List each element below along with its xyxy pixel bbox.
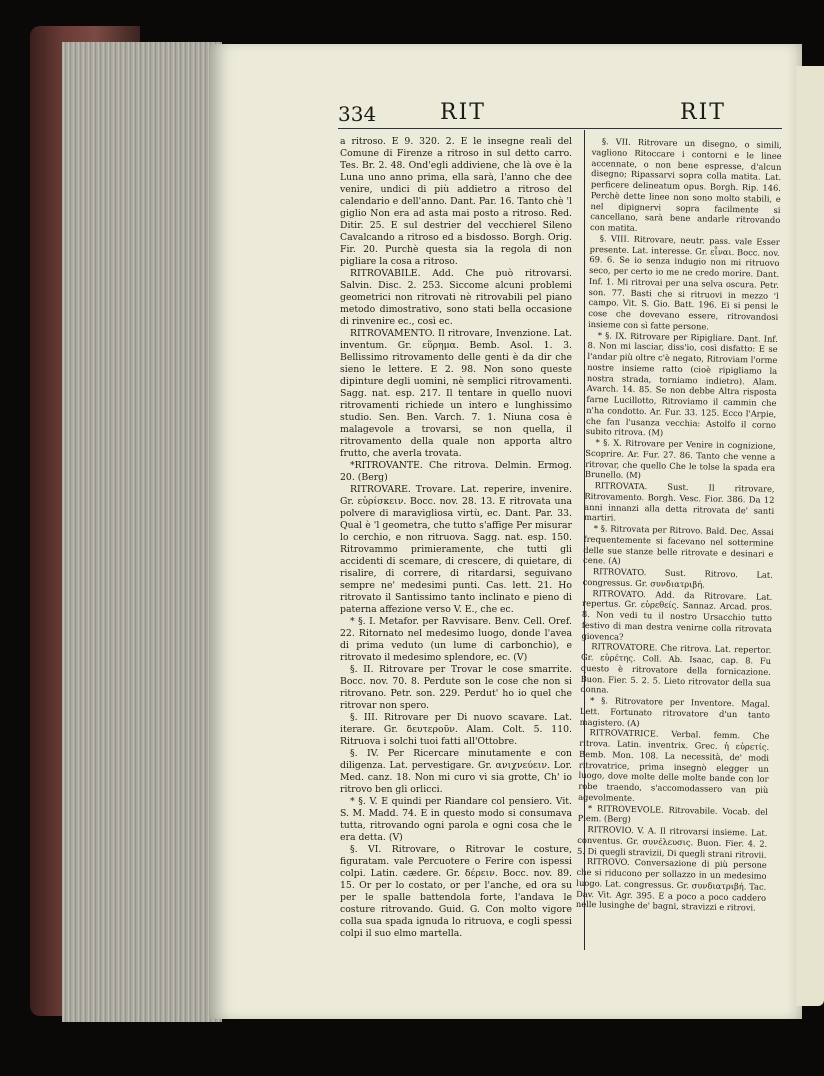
entry-paragraph: §. IV. Per Ricercare minutamente e con diligenza. Lat. pervestigare. Gr. ανιχνεύειν. Lor. Med. canz. 18. Non mi curo vi sia grotte, Ch' io ritrovo ben gli orlicci. xyxy=(340,748,572,795)
entry-paragraph: RITROVATRICE. Verbal. femm. Che ritrova. Latin. inventrix. Grec. ἡ εὑρετίς. Bemb. Mon. 108. La necessità, de' modi ritrovatrice, prima insegnò elegger un luogo, dove molte delle molte bande con lor robe traendo, s'accomodassero van più agevolmente. xyxy=(578,727,770,803)
entry-paragraph: RITROVABILE. Add. Che può ritrovarsi. Salvin. Disc. 2. 253. Siccome alcuni problemi geometrici non ritrovati nè ritrovabili pel piano metodo dimostrativo, sono stati bella occasione di rinvenire ec., così ec. xyxy=(340,268,572,327)
entry-paragraph: *RITROVANTE. Che ritrova. Delmin. Ermog. 20. (Berg) xyxy=(340,460,572,483)
entry-paragraph: * RITROVEVOLE. Ritrovabile. Vocab. del Piem. (Berg) xyxy=(577,802,769,825)
entry-paragraph: * §. I. Metafor. per Ravvisare. Benv. Cell. Oref. 22. Ritornato nel medesimo luogo, donde l'avea di prima veduto (un lume di carbonchio), e ritrovato il medesimo splendore, ec. (V) xyxy=(340,616,572,663)
entry-paragraph: * §. X. Ritrovare per Venire in cognizione, Scoprire. Ar. Fur. 27. 86. Tanto che venne a ritrovar, che quello Che le tolse la spada era Brunello. (M) xyxy=(584,437,776,481)
entry-paragraph: RITROVO. Conversazione di più persone che si riducono per sollazzo in un medesimo luogo. Lat. congressus. Gr. συνδιατριβή. Tac. Dav. Vit. Agr. 395. E a poco a poco caddero nelle lusinghe de' bagni, stravizzi e ritrovi. xyxy=(575,856,767,913)
entry-paragraph: §. III. Ritrovare per Di nuovo scavare. Lat. iterare. Gr. δευτεροῦν. Alam. Colt. 5. 110. Ritruova i solchi tuoi fatti all'Ottobre. xyxy=(340,712,572,747)
entry-paragraph: RITROVATO. Add. da Ritrovare. Lat. repertus. Gr. εὑρεθείς. Sannaz. Arcad. pros. 8. Non vedi tu il nostro Ursacchio tutto festivo di man destra venirne colla ritrovata giovenca? xyxy=(581,587,773,642)
entry-paragraph: §. VI. Ritrovare, o Ritrovar le costure, figuratam. vale Percuotere o Ferire con ispessi colpi. Latin. cædere. Gr. δέρειν. Bocc. nov. 89. 15. Or per lo costato, or per l'anche, ed ora su per le spalle battendola forte, l'andava le costure ritrovando. Guid. G. Con molto vigore colla sua spada ignuda lo ritruova, e cogli spessi colpi il suo elmo martella. xyxy=(340,844,572,939)
running-head-right: RIT xyxy=(680,100,726,125)
entry-paragraph: RITROVAMENTO. Il ritrovare, Invenzione. Lat. inventum. Gr. εὕρημα. Bemb. Asol. 1. 3. Bellissimo ritrovamento delle genti è da dir che sieno le lettere. E 2. 98. Non sono queste dipinture degli uomini, nè semplici ritrovamenti. Sagg. nat. esp. 217. Il tentare in quello nuovi ritrovamenti richiede un intero e lunghissimo studio. Sen. Ben. Varch. 7. 1. Niuna cosa è malagevole a trovarsi, se non quella, il ritrovamento della quale non apporta altro frutto, che averla trovata. xyxy=(340,328,572,459)
header-rule xyxy=(338,128,782,129)
entry-paragraph: * §. Ritrovatore per Inventore. Magal. Lett. Fortunato ritrovatore d'un tanto magistero. (A) xyxy=(579,695,771,728)
page-number: 334 xyxy=(338,102,377,126)
entry-paragraph: RITROVATORE. Che ritrova. Lat. repertor. Gr. εὑρέτης. Coll. Ab. Isaac, cap. 8. Fu questo è ritrovatore della fornicazione. Buon. Fier. 5. 2. 5. Lieto ritrovator della sua donna. xyxy=(580,641,772,695)
entry-paragraph: * §. V. E quindi per Riandare col pensiero. Vit. S. M. Madd. 74. E in questo modo si consumava tutta, ritrovando ogni parola e ogni cosa che le era detta. (V) xyxy=(340,796,572,843)
running-head-left: RIT xyxy=(440,100,486,125)
entry-paragraph: RITROVARE. Trovare. Lat. reperire, invenire. Gr. εὑρίσκειν. Bocc. nov. 28. 13. E ritrovata una polvere di maravigliosa virtù, ec. Dant. Par. 33. Qual è 'l geometra, che tutto s'affige Per misurar lo cerchio, e non ritruova. Sagg. nat. esp. 150. Ritrovammo primieramente, che tutti gli accidenti di scemare, di crescere, di quietare, di risalire, di correre, di ritardarsi, seguivano sempre ne' medesimi punti. Cas. lett. 21. Ho ritrovato il Santissimo tanto inclinato e pieno di paterna affezione verso V. E., che ec. xyxy=(340,484,572,615)
right-column xyxy=(576,136,782,914)
entry-paragraph: a ritroso. E 9. 320. 2. E le insegne reali del Comune di Firenze a ritroso in sul detto carro. Tes. Br. 2. 48. Ond'egli addiviene, che là ove è la Luna uno anno prima, ella sarà, l'anno che dee venire, undici di più addietro a ritroso del calendario e dell'anno. Dant. Par. 16. Tanto chè 'l giglio Non era ad asta mai posto a ritroso. Red. Ditir. 25. E sul destrier del vecchierel Sileno Cavalcando a ritroso ed a bisdosso. Borgh. Orig. Fir. 20. Purchè questa sia la regola di non pigliare la cosa a ritroso. xyxy=(340,136,572,267)
entry-paragraph: §. VII. Ritrovare un disegno, o simili, vagliono Ritoccare i contorni e le linee accennate, o non bene espresse, d'alcun disegno; Ripassarvi sopra colla matita. Lat. perficere delineatum opus. Borgh. Rip. 146. Perchè dette linee non sono molto stabili, e nel dipignervi sopra facilmente si cancellano, sarà bene andarle ritrovando con matita. xyxy=(589,136,782,233)
page-edges xyxy=(62,42,222,1022)
facing-page-edge xyxy=(796,66,824,1006)
entry-paragraph: RITROVATO. Sust. Ritrovo. Lat. congressus. Gr. συνδιατριβή. xyxy=(582,566,773,590)
entry-paragraph: RITROVATA. Sust. Il ritrovare, Ritrovamento. Borgh. Vesc. Fior. 386. Da 12 anni innanzi alla detta ritrovata de' santi martiri. xyxy=(583,480,775,523)
left-column xyxy=(340,136,572,940)
entry-paragraph: §. II. Ritrovare per Trovar le cose smarrite. Bocc. nov. 70. 8. Perdute son le cose che non si ritrovano. Petr. son. 229. Perdut' ho io quel che ritrovar non spero. xyxy=(340,664,572,711)
entry-paragraph: RITROVIO. V. A. Il ritrovarsi insieme. Lat. conventus. Gr. συνέλευσις. Buon. Fier. 4. 2. 5. Di quegli stravizii, Di quegli strani ritrovii. xyxy=(576,824,768,860)
entry-paragraph: §. VIII. Ritrovare, neutr. pass. vale Esser presente. Lat. interesse. Gr. εἶναι. Bocc. nov. 69. 6. Se io senza indugio non mi ritruovo seco, per certo io me ne credo morire. Dant. Inf. 1. Mi ritrovai per una selva oscura. Petr. son. 77. Basti che si ritruovi in mezzo 'l campo. Vit. S. Gio. Batt. 196. Ei si pensi le cose che dovevano essere, ritrovandosi insieme con sì fatte persone. xyxy=(587,232,780,332)
entry-paragraph: * §. IX. Ritrovare per Ripigliare. Dant. Inf. 8. Non mi lasciar, diss'io, così disfatto: E se l'andar più oltre c'è negato, Ritroviam l'orme nostre insieme ratto (cioè ripigliamo la nostra strada, torniamo indietro). Alam. Avarch. 14. 85. Se non debbe Altra risposta farne Lucillotto, Ritroviamo il cammin che n'ha condotto. Ar. Fur. 33. 125. Ecco l'Arpie, che fan l'usanza vecchia: Astolfo il corno subito ritrova. (M) xyxy=(585,329,778,438)
entry-paragraph: * §. Ritrovata per Ritrovo. Bald. Dec. Assai frequentemente si facevano nel sottermine delle sue stanze belle ritrovate e desinari e cene. (A) xyxy=(583,523,774,566)
